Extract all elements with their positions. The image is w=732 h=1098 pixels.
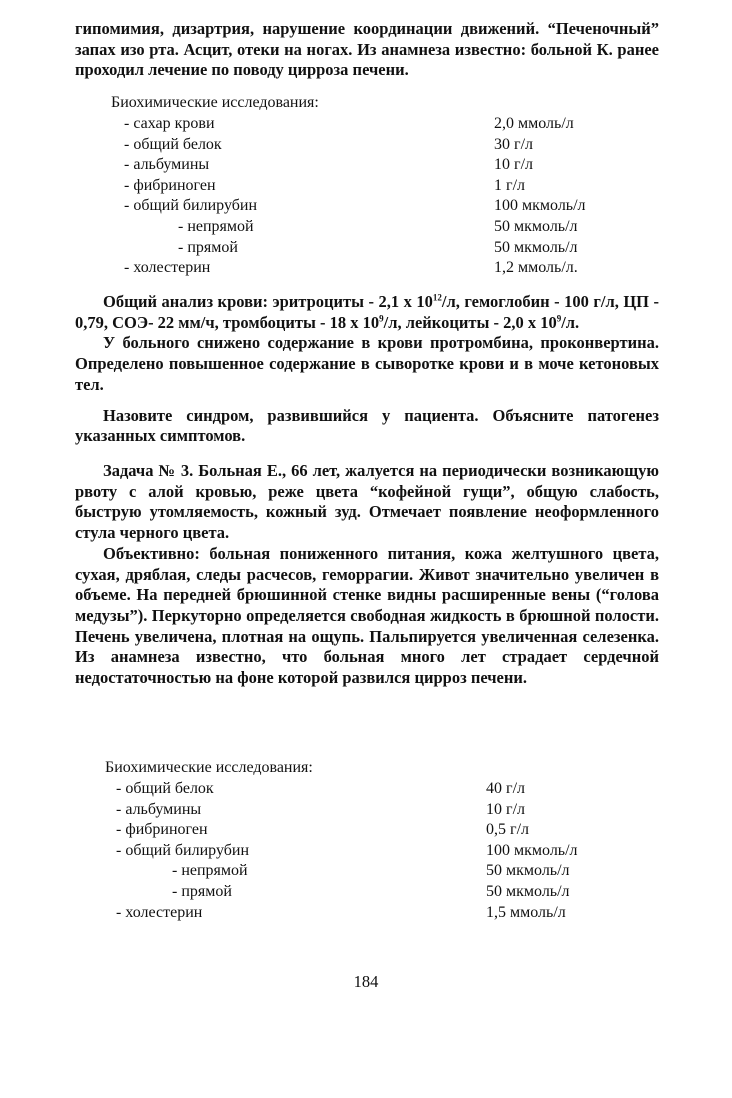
lab-row (124, 135, 644, 156)
lab-value: 2,0 ммоль/л (494, 115, 574, 132)
blood-test-paragraph (75, 292, 659, 333)
lab-name: - непрямой (178, 218, 254, 235)
lab-value: 50 мкмоль/л (494, 218, 578, 235)
lab-value: 30 г/л (494, 135, 533, 153)
lab-value: 0,5 г/л (486, 821, 529, 839)
text-run: /л. (561, 312, 580, 332)
paragraph-continuation (75, 19, 659, 81)
lab-name: - альбумины (116, 800, 202, 818)
lab-row (116, 841, 636, 862)
lab-row (116, 861, 636, 882)
lab-value: 100 мкмоль/л (486, 841, 578, 859)
lab-row (124, 258, 644, 279)
lab-row (124, 114, 644, 135)
superscript: 12 (432, 292, 442, 303)
lab-value: 40 г/л (486, 780, 525, 797)
lab-name: - холестерин (124, 259, 211, 277)
lab-row (116, 882, 636, 903)
task-3-block (75, 461, 659, 689)
lab-value: 50 мкмоль/л (494, 238, 578, 256)
task-3-label: Задача № 3. (103, 461, 199, 480)
superscript: 9 (556, 313, 562, 324)
lab-name: - сахар крови (124, 115, 215, 132)
lab-row (124, 176, 644, 197)
table2-title: Биохимические исследования: (105, 759, 313, 776)
lab-name: - фибриноген (124, 176, 216, 194)
lab-value: 100 мкмоль/л (494, 197, 586, 215)
page-number: 184 (353, 972, 379, 991)
lab-name: - общий белок (116, 780, 214, 797)
lab-name: - прямой (178, 238, 238, 256)
text-run: /л, гемоглобин - 100 г/л, ЦП - 0,79, СОЭ- 22 мм/ч, тромбоциты - 18 х 10 (75, 292, 659, 332)
task-3-paragraph (75, 461, 659, 544)
lab-value: 50 мкмоль/л (486, 883, 570, 900)
objective-paragraph: Объективно: больная пониженного питания, кожа желтушного цвета, сухая, дряблая, следы расчесов, геморрагии. Живот значительно увеличен в объеме. На передней брюшинной стенке видны расширенные вены (“голова медузы”). Перкуторно определяется свободная жидкость в брюшной полости. Печень увеличена, плотная на ощупь. Пальпируется увеличенная селезенка. Из анамнеза известно, что больная много лет страдает сердечной недостаточностью на фоне которой развился цирроз печени. (75, 543, 659, 688)
lab-value: 50 мкмоль/л (486, 862, 570, 880)
prothrombin-paragraph: У больного снижено содержание в крови протромбина, проконвертина. Определено повышенное содержание в сыворотке крови и в моче кетоновых тел. (75, 333, 659, 394)
lab-name: - альбумины (124, 156, 210, 174)
lab-name: - холестерин (116, 903, 203, 921)
paragraphs-block-1 (75, 292, 659, 447)
lab-row (116, 779, 636, 800)
text-line: гипомимия, дизартрия, нарушение координации движений. “Печеночный” запах изо рта. Асцит, отеки на ногах. Из анамнеза известно: больной К. ранее проходил лечение по поводу цирроза печени. (75, 19, 659, 80)
lab-value: 1,2 ммоль/л. (494, 259, 578, 277)
text-run: Общий анализ крови: эритроциты - 2,1 х 10 (103, 292, 433, 311)
lab-row (116, 800, 636, 821)
lab-row (124, 155, 644, 176)
lab-name: - прямой (172, 883, 232, 900)
lab-name: - общий билирубин (124, 197, 258, 215)
table1-title: Биохимические исследования: (111, 94, 319, 111)
lab-value: 1 г/л (494, 176, 525, 194)
text-run: /л, лейкоциты - 2,0 х 10 (383, 312, 557, 332)
lab-value: 10 г/л (494, 156, 533, 174)
lab-row (116, 820, 636, 841)
lab-name: - общий билирубин (116, 841, 250, 859)
lab-name: - общий белок (124, 135, 222, 153)
lab-value: 1,5 ммоль/л (486, 903, 566, 921)
lab-name: - непрямой (172, 862, 248, 880)
superscript: 9 (379, 313, 384, 324)
lab-row (124, 217, 644, 238)
lab-name: - фибриноген (116, 821, 208, 839)
lab-value: 10 г/л (486, 800, 525, 818)
question-paragraph: Назовите синдром, развившийся у пациента. Объясните патогенез указанных симптомов. (75, 405, 659, 446)
task-3-text: Больная Е., 66 лет, жалуется на периодически возникающую рвоту с алой кровью, реже цвета “кофейной гущи”, общую слабость, быструю утомляемость, кожный зуд. Отмечает появление неоформленного стула черного цвета. (75, 461, 660, 543)
lab-row (116, 903, 636, 924)
lab-row (124, 196, 644, 217)
lab-row (124, 238, 644, 259)
